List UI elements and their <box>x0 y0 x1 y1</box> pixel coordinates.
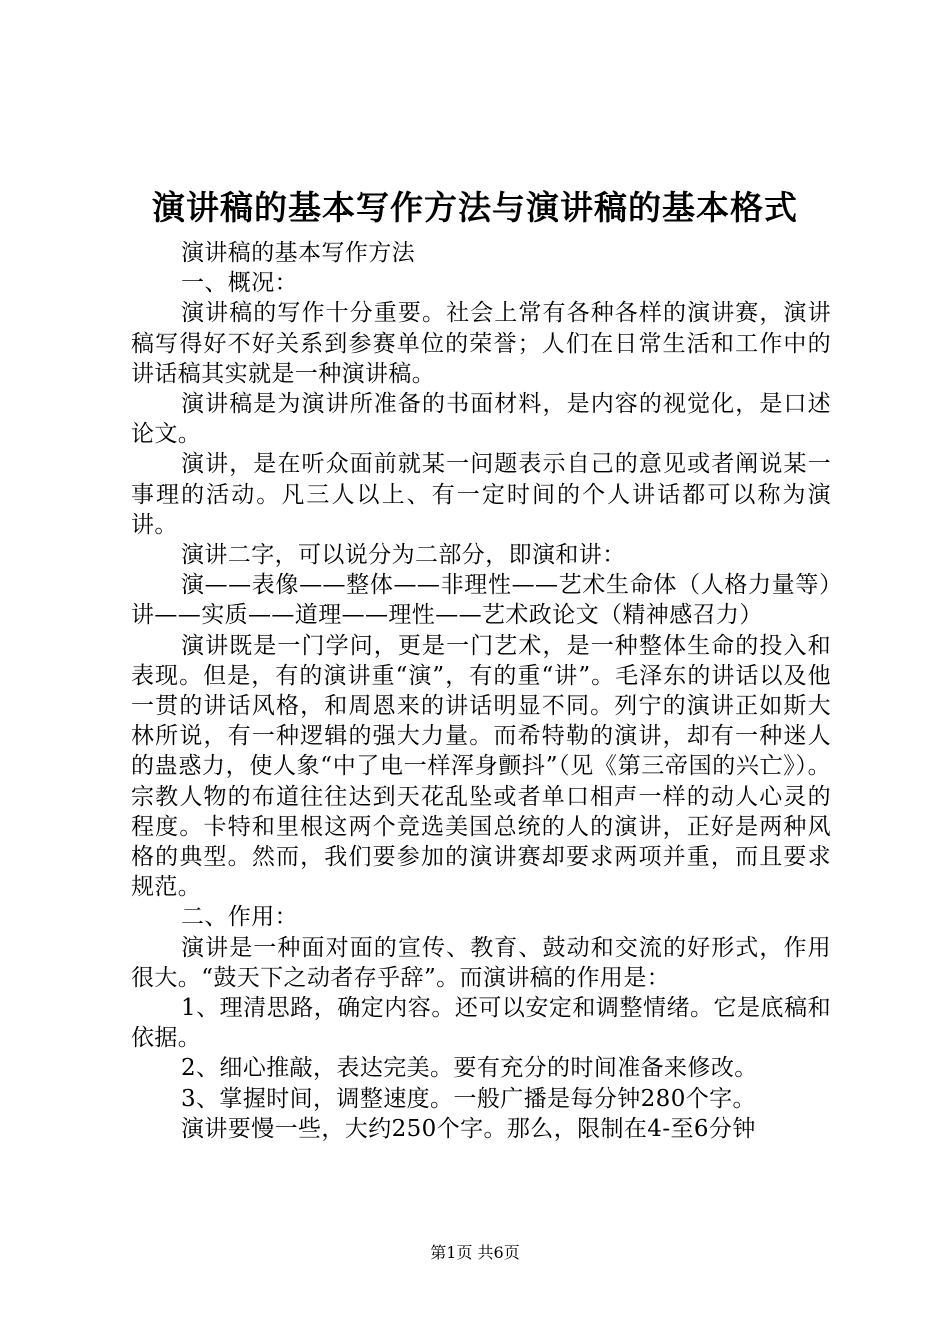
paragraph-section-1-heading: 一、概况： <box>181 270 298 297</box>
paragraph: 演讲二字，可以说分为二部分，即演和讲： <box>181 542 626 569</box>
list-item: 3、掌握时间，调整速度。一般广播是每分钟280个字。 <box>181 1085 756 1112</box>
paragraph: 演讲稿的写作十分重要。社会上常有各种各样的演讲赛，演讲稿写得好不好关系到参赛单位的荣誉；人们在日常生活和工作中的讲话稿其实就是一种演讲稿。 <box>131 300 831 387</box>
paragraph-subtitle: 演讲稿的基本写作方法 <box>181 240 415 266</box>
list-item: 1、理清思路，确定内容。还可以安定和调整情绪。它是底稿和依据。 <box>131 995 831 1052</box>
document-body <box>131 238 831 1144</box>
paragraph: 演——表像——整体——非理性——艺术生命体（人格力量等）讲——实质——道理——理性——艺术政论文（精神感召力） <box>131 572 831 629</box>
paragraph: 演讲是一种面对面的宣传、教育、鼓动和交流的好形式，作用很大。“鼓天下之动者存乎辞”。而演讲稿的作用是： <box>131 934 831 991</box>
document-title: 演讲稿的基本写作方法与演讲稿的基本格式 <box>152 188 798 227</box>
page-footer: 第1页 共6页 <box>430 1243 520 1262</box>
paragraph: 演讲既是一门学问，更是一门艺术，是一种整体生命的投入和表现。但是，有的演讲重“演”，有的重“讲”。毛泽东的讲话以及他一贯的讲话风格，和周恩来的讲话明显不同。列宁的演讲正如斯大林所说，有一种逻辑的强大力量。而希特勒的演讲，却有一种迷人的蛊惑力，使人象“中了电一样浑身颤抖”（见《第三帝国的兴亡》）。宗教人物的布道往往达到天花乱坠或者单口相声一样的动人心灵的程度。卡特和里根这两个竞选美国总统的人的演讲，正好是两种风格的典型。然而，我们要参加的演讲赛却要求两项并重，而且要求规范。 <box>131 632 831 901</box>
paragraph: 演讲稿是为演讲所准备的书面材料，是内容的视觉化，是口述论文。 <box>131 391 831 448</box>
paragraph-section-2-heading: 二、作用： <box>181 904 298 931</box>
paragraph: 演讲要慢一些，大约250个字。那么，限制在4-至6分钟 <box>181 1115 756 1142</box>
paragraph: 演讲，是在听众面前就某一问题表示自己的意见或者阐说某一事理的活动。凡三人以上、有一定时间的个人讲话都可以称为演讲。 <box>131 451 831 538</box>
list-item: 2、细心推敲，表达完美。要有充分的时间准备来修改。 <box>181 1055 758 1082</box>
